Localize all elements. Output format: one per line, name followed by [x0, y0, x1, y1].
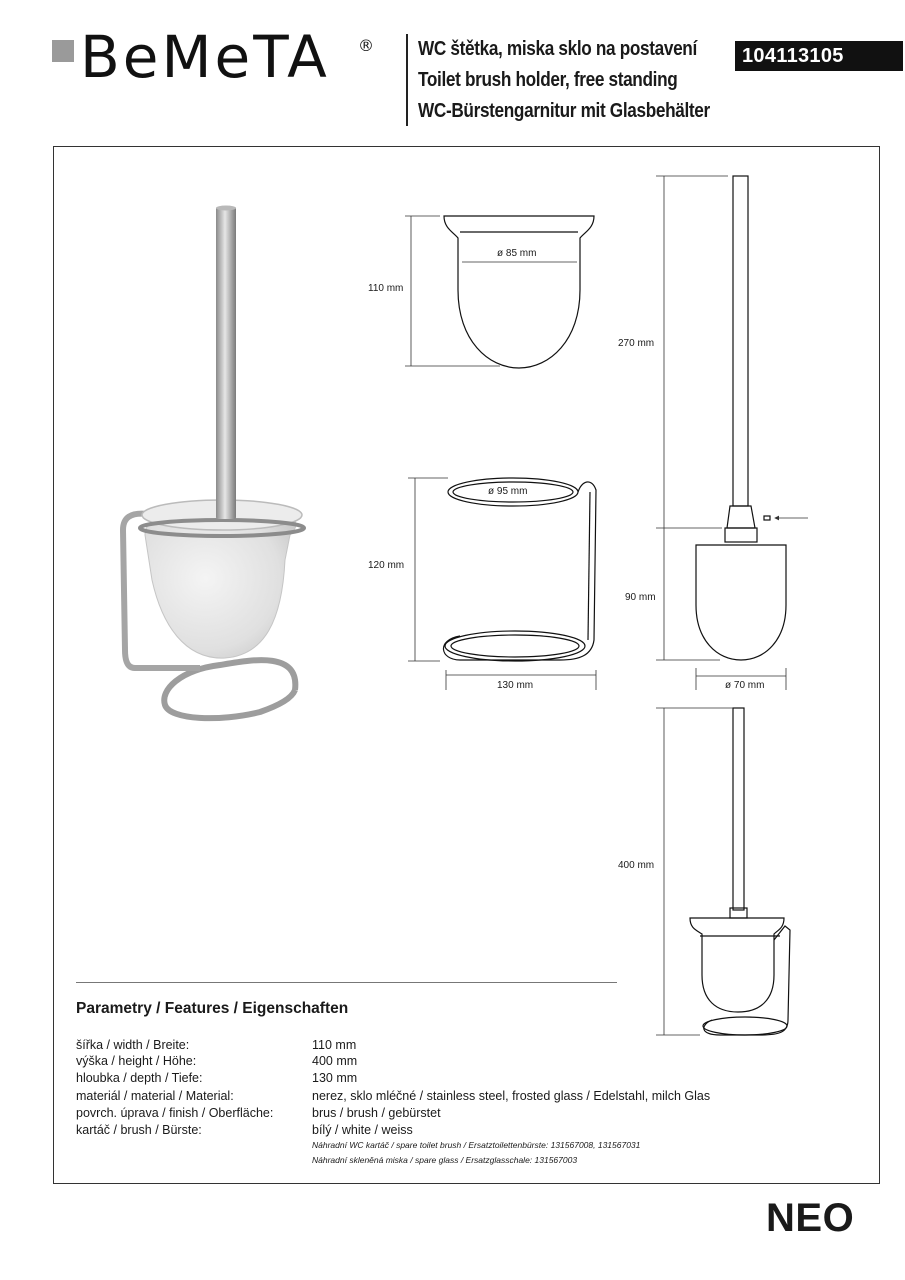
- title-czech: WC štětka, miska sklo na postavení: [418, 38, 697, 60]
- product-photo: [123, 206, 304, 719]
- series-name: NEO: [766, 1196, 855, 1240]
- cup-dimension-lines: [405, 216, 577, 366]
- brush-drawing: [696, 176, 786, 660]
- note-spare-brush: Náhradní WC kartáč / spare toilet brush / Ersatztoilettenbürste: 131567008, 131567031: [312, 1140, 641, 1150]
- dim-ring-diameter: ø 95 mm: [488, 486, 528, 497]
- spec-label-material: materiál / material / Material:: [76, 1089, 234, 1103]
- dim-holder-height: 120 mm: [368, 560, 405, 571]
- cup-drawing: [444, 216, 594, 368]
- dim-brush-height: 270 mm: [618, 338, 655, 349]
- spec-label-height: výška / height / Höhe:: [76, 1054, 197, 1068]
- dim-cup-diameter: ø 85 mm: [497, 248, 537, 259]
- holder-drawing: [443, 478, 596, 661]
- dim-brush-head-diameter: ø 70 mm: [725, 680, 765, 691]
- dim-total-height: 400 mm: [618, 860, 655, 871]
- spec-label-width: šířka / width / Breite:: [76, 1038, 190, 1052]
- features-title: Parametry / Features / Eigenschaften: [76, 1000, 349, 1017]
- spec-value-depth: 130 mm: [312, 1071, 358, 1085]
- spec-value-width: 110 mm: [312, 1038, 357, 1052]
- spec-value-material: nerez, sklo mléčné / stainless steel, frosted glass / Edelstahl, milch Glas: [312, 1089, 711, 1103]
- title-english: Toilet brush holder, free standing: [418, 69, 678, 91]
- spec-label-depth: hloubka / depth / Tiefe:: [76, 1071, 203, 1085]
- spec-label-brush: kartáč / brush / Bürste:: [76, 1123, 202, 1137]
- dim-holder-depth: 130 mm: [497, 680, 534, 691]
- spec-label-finish: povrch. úprava / finish / Oberfläche:: [76, 1106, 274, 1120]
- assembled-dimension-lines: [656, 708, 733, 1035]
- spec-value-height: 400 mm: [312, 1054, 358, 1068]
- features-divider: [76, 982, 617, 983]
- note-spare-glass: Náhradní skleněná miska / spare glass / Ersatzglasschale: 131567003: [312, 1155, 578, 1165]
- brand-logo: BeMeTA: [80, 23, 330, 91]
- product-code-badge: 104113105: [735, 41, 903, 71]
- title-german: WC-Bürstengarnitur mit Glasbehälter: [418, 100, 710, 122]
- dim-brush-head-height: 90 mm: [625, 592, 656, 603]
- assembled-drawing: [690, 708, 790, 1035]
- holder-dimension-lines: [408, 478, 596, 690]
- dim-cup-height: 110 mm: [368, 283, 404, 294]
- spec-value-finish: brus / brush / gebürstet: [312, 1106, 441, 1120]
- registered-mark: ®: [358, 36, 374, 55]
- spec-value-brush: bílý / white / weiss: [312, 1123, 413, 1137]
